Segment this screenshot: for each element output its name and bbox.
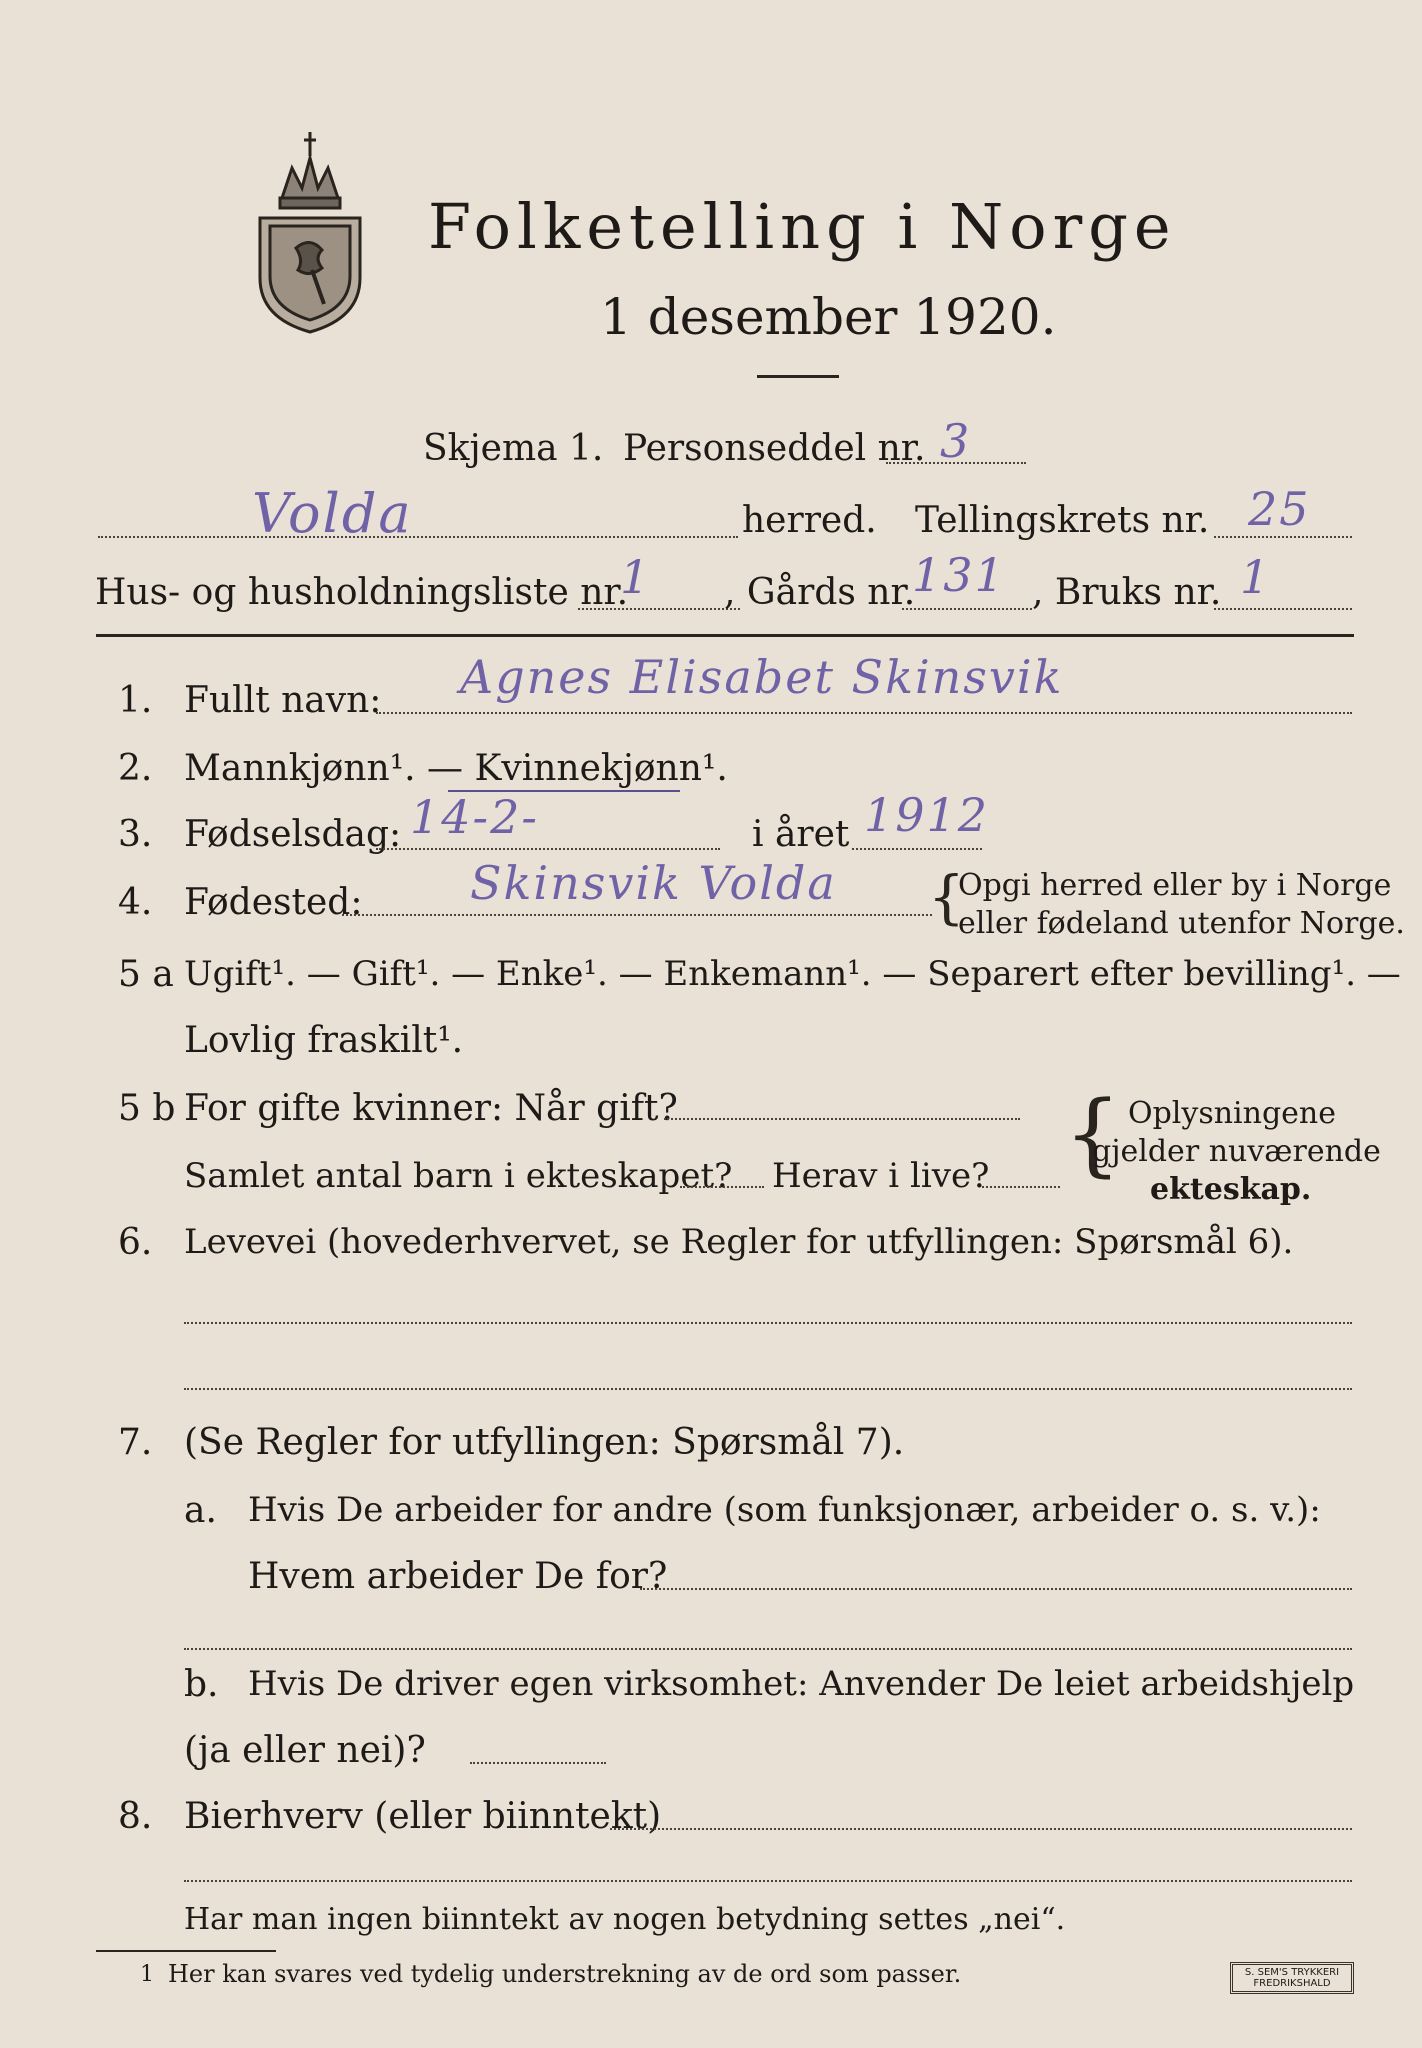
q1-value[interactable]: Agnes Elisabet Skinsvik xyxy=(460,650,1064,704)
q5a-line1: Ugift¹. — Gift¹. — Enke¹. — Enkemann¹. — Separert efter bevilling¹. — xyxy=(184,954,1401,994)
gards-value[interactable]: 131 xyxy=(912,548,1006,602)
q4-line xyxy=(342,914,932,916)
q2-label: Mannkjønn¹. — Kvinnekjønn¹. xyxy=(184,748,728,789)
husliste-line xyxy=(578,608,740,610)
q1-number: 1. xyxy=(118,680,153,721)
footnote-divider xyxy=(96,1950,276,1952)
q5a-number: 5 a xyxy=(118,954,174,995)
form-date: 1 desember 1920. xyxy=(600,288,1057,346)
q7b-line2: (ja eller nei)? xyxy=(184,1730,426,1771)
bruks-label: , Bruks nr. xyxy=(1032,572,1222,613)
coat-of-arms-icon xyxy=(252,128,368,334)
herred-label: herred. xyxy=(742,500,877,541)
header-divider xyxy=(96,634,1354,637)
herred-value[interactable]: Volda xyxy=(252,482,413,545)
q7a-line xyxy=(640,1588,1352,1590)
q5b-brace: { xyxy=(1064,1082,1122,1187)
q6-line1 xyxy=(184,1322,1352,1324)
q5b-children-line xyxy=(680,1186,764,1188)
q4-note-line1: Opgi herred eller by i Norge xyxy=(958,868,1392,903)
q4-note-line2: eller fødeland utenfor Norge. xyxy=(958,906,1405,941)
q6-label: Levevei (hovederhvervet, se Regler for utfyllingen: Spørsmål 6). xyxy=(184,1222,1294,1262)
q7a-number: a. xyxy=(184,1490,217,1531)
personseddel-value[interactable]: 3 xyxy=(940,414,972,468)
title-divider xyxy=(757,375,839,378)
q1-line xyxy=(376,712,1352,714)
husliste-label: Hus- og husholdningsliste nr. xyxy=(95,572,629,613)
printer-stamp: S. SEM'S TRYKKERI FREDRIKSHALD xyxy=(1230,1962,1354,1994)
q3-year-line xyxy=(852,848,982,850)
q2-number: 2. xyxy=(118,748,153,789)
husliste-value[interactable]: 1 xyxy=(620,550,652,604)
tellingskrets-line xyxy=(1214,536,1352,538)
bruks-value[interactable]: 1 xyxy=(1240,550,1272,604)
q7b-line xyxy=(470,1762,606,1764)
q5a-line2: Lovlig fraskilt¹. xyxy=(184,1020,464,1061)
q3-line xyxy=(376,848,720,850)
q8-number: 8. xyxy=(118,1796,153,1837)
q3-number: 3. xyxy=(118,814,153,855)
q5b-label: For gifte kvinner: Når gift? xyxy=(184,1088,678,1129)
q3-label: Fødselsdag: xyxy=(184,814,402,855)
q6-number: 6. xyxy=(118,1222,153,1263)
q3-year-label: i året xyxy=(752,814,850,855)
bruks-line xyxy=(1214,608,1352,610)
q8-label: Bierhverv (eller biinntekt) xyxy=(184,1796,662,1837)
q3-value[interactable]: 14-2- xyxy=(410,790,539,844)
q5b-note-line1: Oplysningene xyxy=(1128,1096,1337,1131)
q4-number: 4. xyxy=(118,882,153,923)
skjema-label: Skjema 1. xyxy=(423,428,604,469)
tellingskrets-label: Tellingskrets nr. xyxy=(915,500,1210,541)
q7-number: 7. xyxy=(118,1422,153,1463)
q7b-line1: Hvis De driver egen virksomhet: Anvender De leiet arbeidshjelp xyxy=(248,1664,1355,1704)
footnote-marker: 1 xyxy=(140,1962,154,1987)
q4-value[interactable]: Skinsvik Volda xyxy=(470,856,837,910)
q5b-when-line xyxy=(664,1118,1020,1120)
tellingskrets-value[interactable]: 25 xyxy=(1248,482,1311,536)
q6-line2 xyxy=(184,1388,1352,1390)
q8-note: Har man ingen biinntekt av nogen betydning settes „nei“. xyxy=(184,1902,1066,1937)
q7a-extra-line xyxy=(184,1648,1352,1650)
q7a-line1: Hvis De arbeider for andre (som funksjonær, arbeider o. s. v.): xyxy=(248,1490,1321,1530)
form-title: Folketelling i Norge xyxy=(428,190,1177,263)
q5b-note-line2: gjelder nuværende xyxy=(1092,1134,1381,1169)
q7b-number: b. xyxy=(184,1664,219,1705)
q1-label: Fullt navn: xyxy=(184,680,382,721)
footnote-text: Her kan svares ved tydelig understrekning av de ord som passer. xyxy=(168,1960,962,1988)
q4-brace: { xyxy=(928,863,965,931)
q5b-number: 5 b xyxy=(118,1088,176,1129)
personseddel-label: Personseddel nr. xyxy=(623,428,926,469)
gards-label: , Gårds nr. xyxy=(724,572,916,613)
herred-line xyxy=(98,536,738,538)
q5b-alive-line xyxy=(982,1186,1060,1188)
q5b-note-line3: ekteskap. xyxy=(1150,1172,1312,1207)
q3-year-value[interactable]: 1912 xyxy=(864,788,990,842)
q8-extra-line xyxy=(184,1880,1352,1882)
q7-label: (Se Regler for utfyllingen: Spørsmål 7). xyxy=(184,1422,905,1463)
q5b-children-label: Samlet antal barn i ekteskapet? xyxy=(184,1156,733,1196)
q5b-alive-label: Herav i live? xyxy=(772,1156,990,1196)
gards-line xyxy=(902,608,1032,610)
q4-label: Fødested: xyxy=(184,882,363,923)
q8-line xyxy=(610,1828,1352,1830)
q7a-line2: Hvem arbeider De for? xyxy=(248,1556,668,1597)
